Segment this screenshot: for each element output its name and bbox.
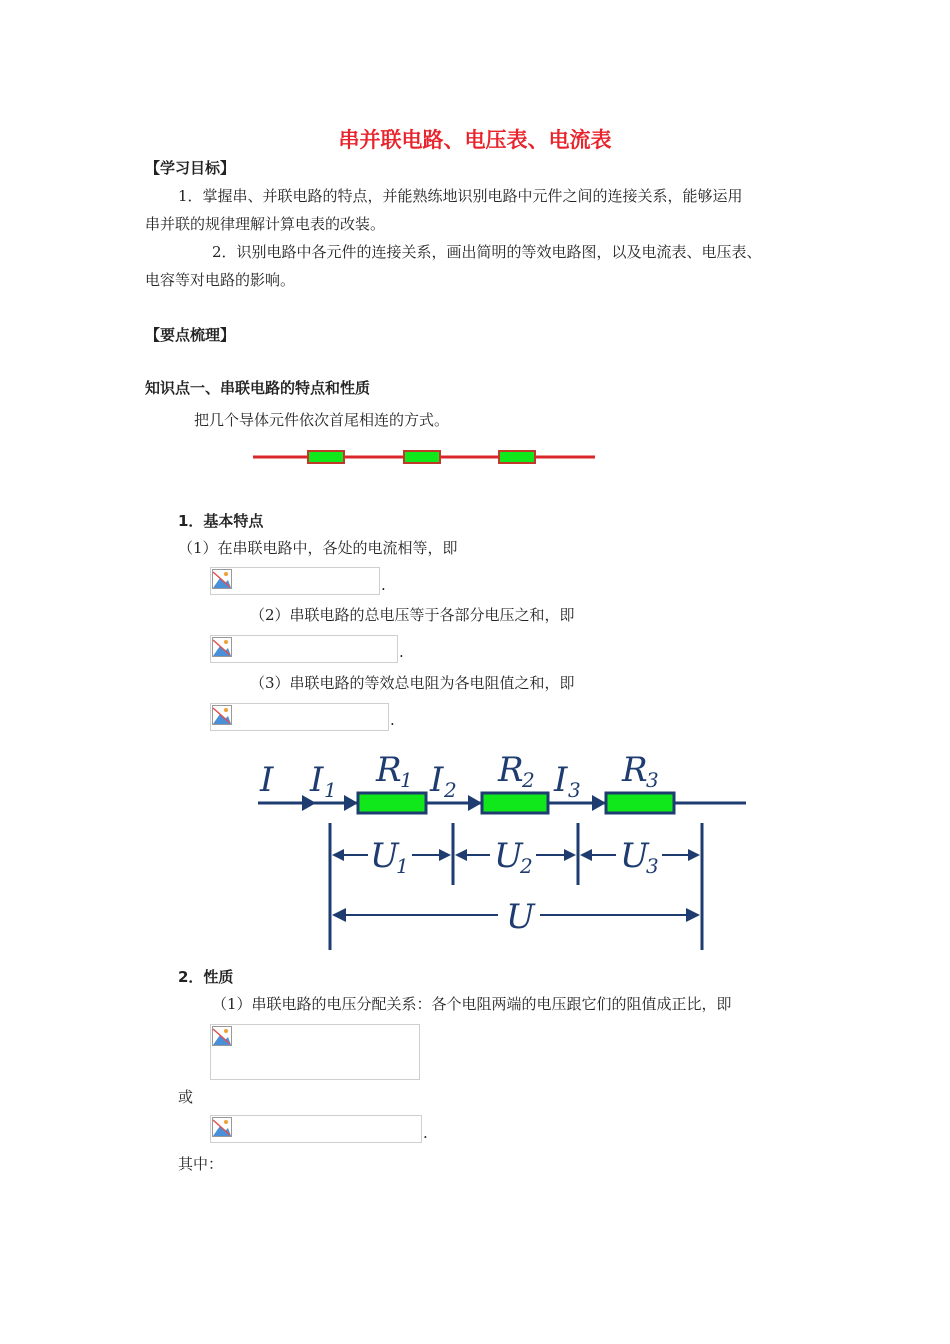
label-current-1-sub: 1 bbox=[324, 778, 337, 802]
resistor-2 bbox=[404, 451, 440, 463]
label-current-3: I bbox=[554, 760, 568, 800]
label-r3-sub: 3 bbox=[646, 768, 659, 792]
goal-1-line-1: 1．掌握串、并联电路的特点，并能熟练地识别电路中元件之间的连接关系，能够运用 bbox=[178, 187, 743, 205]
formula-image-placeholder bbox=[210, 567, 380, 595]
or-text: 或 bbox=[178, 1088, 194, 1106]
arrow-right bbox=[564, 849, 576, 861]
label-u3: U bbox=[620, 836, 649, 876]
property-point-1: （1）串联电路的电压分配关系：各个电阻两端的电压跟它们的阻值成正比，即 bbox=[212, 995, 732, 1013]
series-circuit-diagram bbox=[250, 745, 750, 955]
label-u2-sub: 2 bbox=[520, 854, 533, 878]
broken-image-icon bbox=[212, 705, 232, 725]
label-u1-sub: 1 bbox=[396, 854, 409, 878]
basic-heading: 1．基本特点 bbox=[178, 512, 264, 530]
current-arrow bbox=[344, 795, 358, 811]
broken-image-icon bbox=[212, 569, 232, 589]
property-heading: 2．性质 bbox=[178, 968, 234, 986]
label-current-3-sub: 3 bbox=[568, 778, 581, 802]
label-r3: R bbox=[622, 750, 648, 790]
resistor-r2 bbox=[482, 793, 548, 813]
kp1-definition: 把几个导体元件依次首尾相连的方式。 bbox=[194, 411, 450, 429]
label-r1-sub: 1 bbox=[400, 768, 413, 792]
label-u-total: U bbox=[506, 897, 535, 937]
current-arrow bbox=[592, 795, 606, 811]
goal-1-line-2: 串并联的规律理解计算电表的改装。 bbox=[145, 215, 386, 233]
resistor-r1 bbox=[358, 793, 426, 813]
goal-2-line-1: 2．识别电路中各元件的连接关系，画出简明的等效电路图，以及电流表、电压表、 bbox=[212, 243, 762, 261]
goal-2-line-2: 电容等对电路的影响。 bbox=[145, 271, 296, 289]
broken-image-icon bbox=[212, 1026, 232, 1046]
label-u2: U bbox=[494, 836, 523, 876]
label-current-2: I bbox=[430, 760, 444, 800]
label-u3-sub: 3 bbox=[646, 854, 659, 878]
formula-image-placeholder bbox=[210, 635, 398, 663]
label-current-total: I bbox=[260, 760, 274, 800]
broken-image-icon bbox=[212, 637, 232, 657]
label-r2: R bbox=[498, 750, 524, 790]
label-r1: R bbox=[376, 750, 402, 790]
page-title: 串并联电路、电压表、电流表 bbox=[338, 128, 612, 152]
formula-image-placeholder bbox=[210, 1115, 422, 1143]
formula-image-placeholder bbox=[210, 703, 389, 731]
period: . bbox=[381, 576, 386, 594]
formula-image-placeholder bbox=[210, 1024, 420, 1080]
resistor-r3 bbox=[606, 793, 674, 813]
arrow-left bbox=[332, 908, 346, 922]
label-r2-sub: 2 bbox=[522, 768, 535, 792]
where-text: 其中： bbox=[178, 1155, 224, 1173]
arrow-right bbox=[439, 849, 451, 861]
period: . bbox=[390, 711, 395, 729]
current-arrow bbox=[468, 795, 482, 811]
basic-point-3: （3）串联电路的等效总电阻为各电阻值之和，即 bbox=[250, 674, 575, 692]
section-heading-goals: 【学习目标】 bbox=[145, 159, 236, 177]
period: . bbox=[399, 643, 404, 661]
arrow-right bbox=[688, 849, 700, 861]
period: . bbox=[423, 1124, 428, 1142]
arrow-right bbox=[686, 908, 700, 922]
resistor-3 bbox=[499, 451, 535, 463]
kp1-heading: 知识点一、串联电路的特点和性质 bbox=[145, 379, 371, 397]
resistor-1 bbox=[308, 451, 344, 463]
broken-image-icon bbox=[212, 1117, 232, 1137]
section-heading-points: 【要点梳理】 bbox=[145, 326, 236, 344]
label-current-1: I bbox=[310, 760, 324, 800]
basic-point-1: （1）在串联电路中，各处的电流相等，即 bbox=[178, 539, 458, 557]
label-u1: U bbox=[370, 836, 399, 876]
basic-point-2: （2）串联电路的总电压等于各部分电压之和，即 bbox=[250, 606, 575, 624]
label-current-2-sub: 2 bbox=[444, 778, 457, 802]
series-resistors-diagram bbox=[250, 447, 600, 469]
